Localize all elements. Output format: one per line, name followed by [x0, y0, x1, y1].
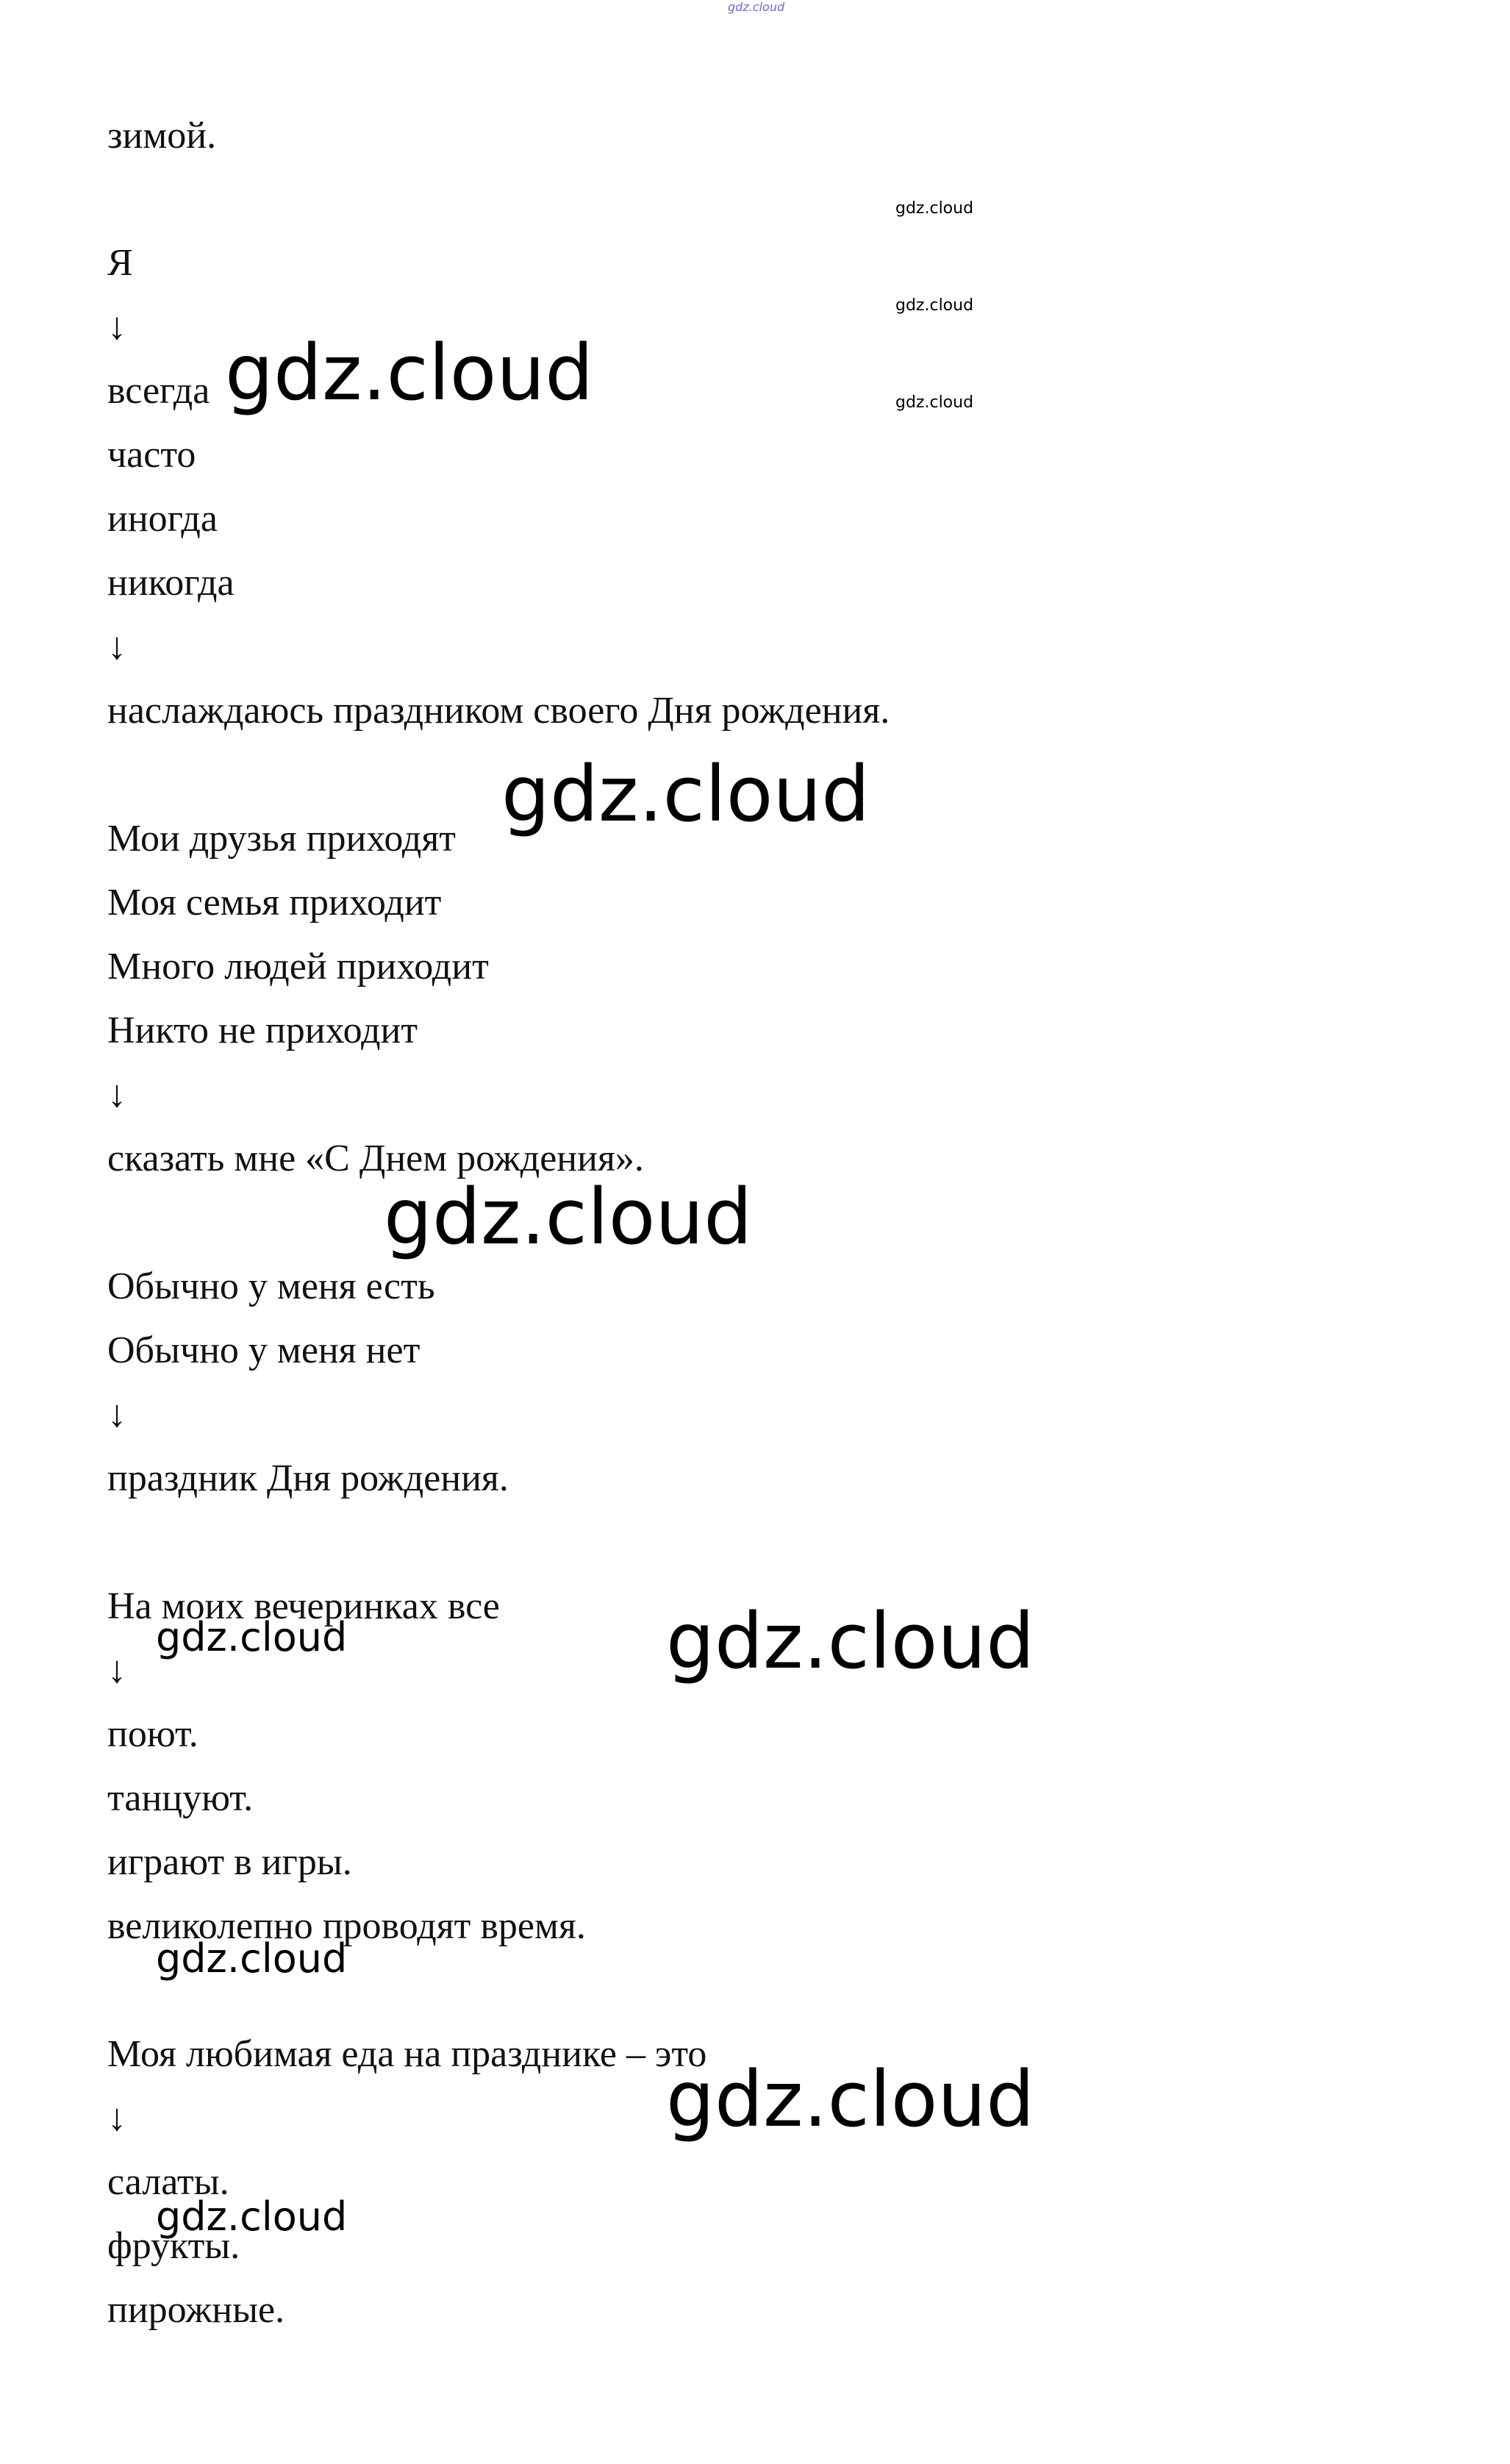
watermark-large: gdz.cloud — [666, 2054, 1035, 2144]
text-line: фрукты. — [107, 2225, 240, 2267]
watermark-large: gdz.cloud — [384, 1172, 753, 1262]
watermark-top: gdz.cloud — [728, 0, 785, 14]
text-line: пирожные. — [107, 2289, 285, 2331]
watermark-large: gdz.cloud — [225, 328, 594, 418]
text-line: Я — [107, 242, 133, 284]
text-line: Мои друзья приходят — [107, 818, 456, 860]
text-line: танцуют. — [107, 1777, 254, 1819]
text-line: Никто не приходит — [107, 1010, 418, 1051]
watermark-medium: gdz.cloud — [156, 1935, 348, 1982]
watermark-medium: gdz.cloud — [156, 1614, 348, 1660]
watermark-small: gdz.cloud — [895, 393, 974, 412]
text-line: всегда — [107, 370, 210, 412]
text-line: сказать мне «С Днем рождения». — [107, 1138, 644, 1179]
text-line: никогда — [107, 562, 235, 604]
text-line: Моя любимая еда на празднике – это — [107, 2033, 707, 2075]
text-line: играют в игры. — [107, 1841, 352, 1883]
watermark-large: gdz.cloud — [501, 749, 870, 839]
text-line: Моя семья приходит — [107, 882, 442, 924]
watermark-large: gdz.cloud — [666, 1596, 1035, 1686]
text-line: иногда — [107, 498, 218, 540]
watermark-small: gdz.cloud — [895, 296, 974, 315]
watermark-medium: gdz.cloud — [156, 2193, 348, 2240]
arrow-down-icon: ↓ — [107, 626, 126, 668]
text-line: Обычно у меня нет — [107, 1329, 421, 1371]
text-line: часто — [107, 434, 196, 476]
text-line: зимой. — [107, 115, 217, 157]
text-line: поют. — [107, 1713, 198, 1755]
arrow-down-icon: ↓ — [107, 1074, 126, 1115]
text-line: великолепно проводят время. — [107, 1905, 586, 1947]
text-line: Обычно у меня есть — [107, 1265, 435, 1307]
arrow-down-icon: ↓ — [107, 1393, 126, 1435]
text-line: салаты. — [107, 2161, 229, 2203]
text-line: На моих вечеринках все — [107, 1585, 500, 1627]
text-line: праздник Дня рождения. — [107, 1457, 509, 1499]
arrow-down-icon: ↓ — [107, 2097, 126, 2139]
arrow-down-icon: ↓ — [107, 306, 126, 348]
text-line: Много людей приходит — [107, 946, 489, 988]
arrow-down-icon: ↓ — [107, 1649, 126, 1691]
watermark-small: gdz.cloud — [895, 199, 974, 218]
text-line: наслаждаюсь праздником своего Дня рождения. — [107, 690, 890, 732]
